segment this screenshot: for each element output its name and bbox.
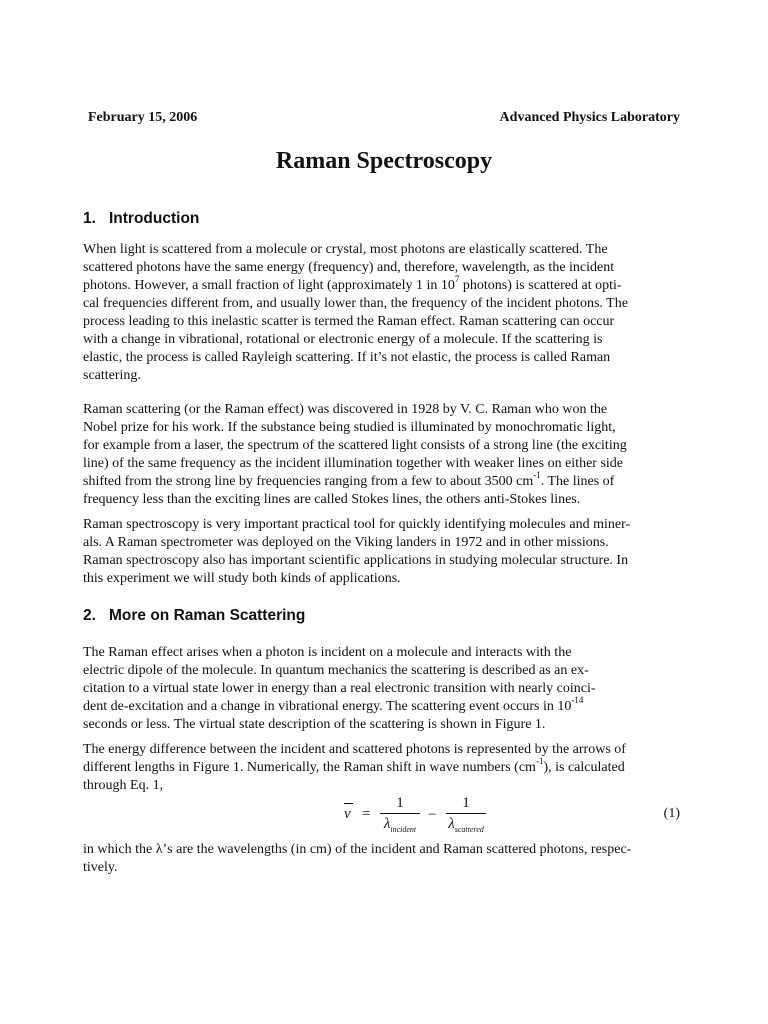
section-number: 2. [83,607,96,624]
text-line: dent de-excitation and a change in vibrational energy. The scattering event occurs in $10^{-14}$ [83,695,584,714]
text-line: The energy difference between the incident and scattered photons is represented by the arrows of [83,742,626,757]
section-number: 1. [83,210,96,227]
text-line: shifted from the strong line by frequencies ranging from a few to about 3500 $cm^{-1}$. The lines of [83,470,615,489]
text-line: Raman scattering (or the Raman effect) was discovered in 1928 by V. C. Raman who won the [83,402,608,417]
text-line: frequency less than the exciting lines are called Stokes lines, the others anti-Stokes lines. [83,492,581,507]
section-heading-more-on-raman [83,607,305,625]
paragraph [83,401,683,509]
text-line: The Raman effect arises when a photon is incident on a molecule and interacts with the [83,645,572,660]
text-line: Raman spectroscopy also has important scientific applications in studying molecular structure. In [83,553,629,568]
text-line: Nobel prize for his work. If the substance being studied is illuminated by monochromatic light, [83,420,616,435]
text-line: different lengths in Figure 1. Numerically, the Raman shift in wave numbers $(cm^{-1})$, is calculated [83,756,625,775]
equation-number: (1) [663,806,680,821]
text-line: electric dipole of the molecule. In quantum mechanics the scattering is described as an ex- [83,663,589,678]
text-line: als. A Raman spectrometer was deployed on the Viking landers in 1972 and in other missions. [83,535,609,550]
text-line: process leading to this inelastic scatter is termed the Raman effect. Raman scattering can occur [83,314,615,329]
section-title: Introduction [109,210,200,227]
equation-fraction-scattered: 1 $\lambda_{scattered}$ [444,794,488,840]
text-line: tively. [83,860,118,875]
text-line: Raman spectroscopy is very important practical tool for quickly identifying molecules and miner- [83,517,631,532]
text-line: line) of the same frequency as the incident illumination together with weaker lines on either side [83,456,623,471]
text-line: seconds or less. The virtual state description of the scattering is shown in Figure 1. [83,717,546,732]
equation-wavenumber-symbol: ν [344,806,351,823]
paragraph [83,644,683,734]
paragraph [83,841,683,877]
text-line: this experiment we will study both kinds of applications. [83,571,401,586]
equation-equals: = [362,806,371,822]
page-header [88,110,680,130]
paragraph [83,516,683,588]
paragraph [83,741,683,795]
text-line: photons. However, a small fraction of light (approximately 1 in $10^7$ photons) is scattered at opti- [83,274,622,293]
text-line: with a change in vibrational, rotational or electronic energy of a molecule. If the scattering is [83,332,603,347]
equation-fraction-incident: 1 $\lambda_{incident}$ [378,794,422,840]
equation-1 [340,794,680,838]
header-date: February 15, 2006 [88,110,198,125]
text-line: elastic, the process is called Rayleigh scattering. If it’s not elastic, the process is called Raman [83,350,611,365]
document-title: Raman Spectroscopy [275,148,493,174]
text-line: cal frequencies different from, and usually lower than, the frequency of the incident photons. The [83,296,628,311]
text-line: scattered photons have the same energy (frequency) and, therefore, wavelength, as the incident [83,260,615,275]
equation-minus: − [428,807,437,823]
text-line: through Eq. 1, [83,778,164,793]
text-line: scattering. [83,368,141,383]
text-line: citation to a virtual state lower in energy than a real electronic transition with nearly coinci- [83,681,596,696]
text-line: for example from a laser, the spectrum of the scattered light consists of a strong line (the exciting [83,438,627,453]
header-lab-name: Advanced Physics Laboratory [499,110,680,125]
paragraph [83,241,683,385]
text-line: When light is scattered from a molecule or crystal, most photons are elastically scattered. The [83,242,608,257]
section-title: More on Raman Scattering [109,607,306,624]
section-heading-introduction [83,210,199,228]
text-line: in which the λ’s are the wavelengths (in cm) of the incident and Raman scattered photons, respec- [83,842,632,857]
